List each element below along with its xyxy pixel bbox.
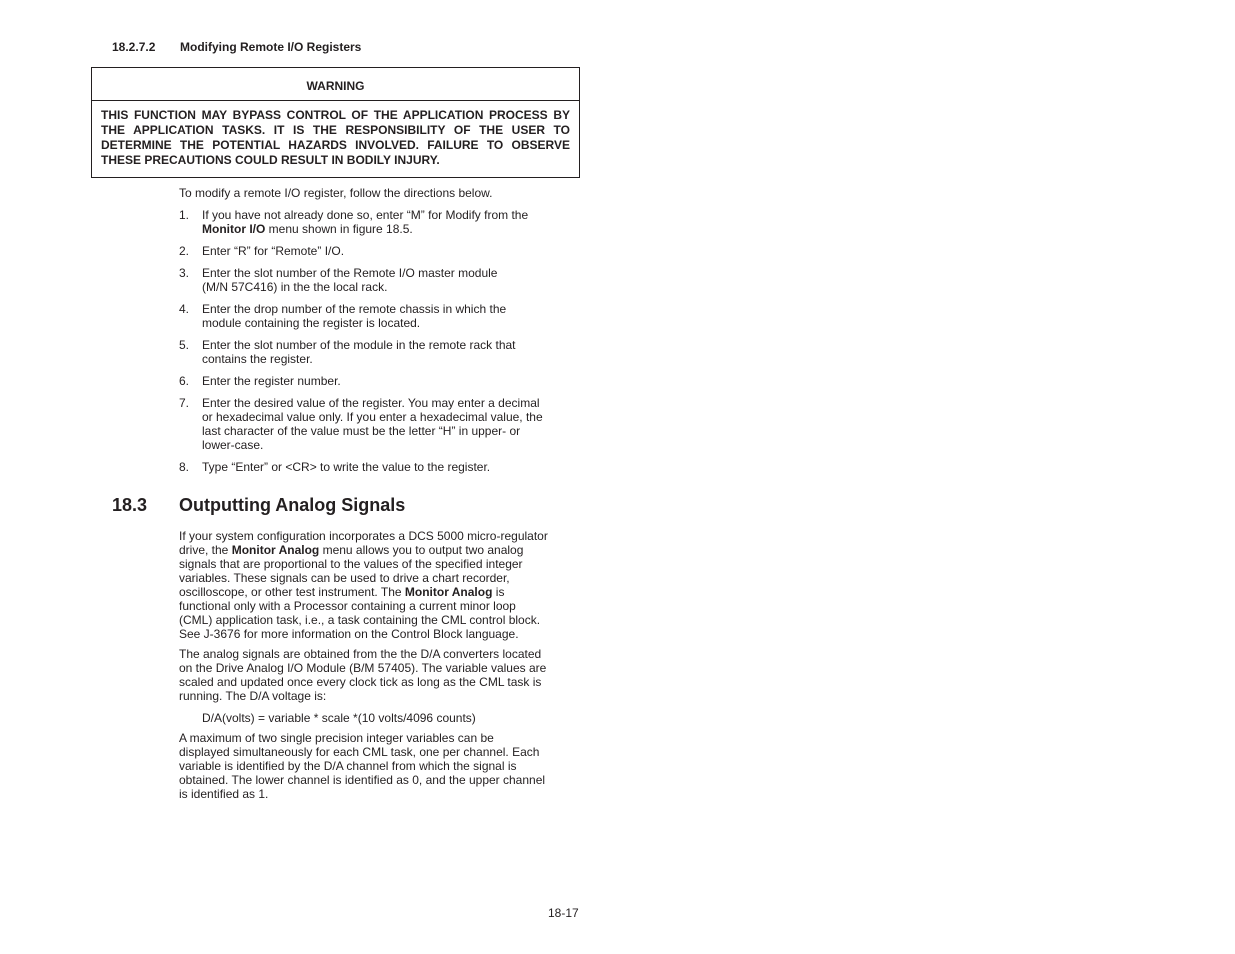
step-text: (M/N 57C416) in the the local rack. (202, 280, 388, 294)
list-item (179, 244, 579, 258)
paragraph-line: is identified as 1. (179, 787, 269, 801)
paragraph-line: oscilloscope, or other test instrument. The (179, 585, 405, 599)
step-text: menu shown in figure 18.5. (265, 222, 413, 236)
list-item (179, 266, 579, 294)
section-number: 18.3 (112, 495, 148, 515)
warning-line: THIS FUNCTION MAY BYPASS CONTROL OF THE APPLICATION PROCESS BY (101, 108, 570, 122)
step-number: 3. (179, 266, 190, 280)
paragraph-line: variable is identified by the D/A channel from which the signal is (179, 759, 517, 773)
menu-name: Monitor Analog (231, 543, 320, 557)
paragraph-line: obtained. The lower channel is identified as 0, and the upper channel (179, 773, 546, 787)
paragraph-line: If your system configuration incorporates a DCS 5000 micro-regulator (179, 529, 548, 543)
list-item (179, 396, 579, 452)
paragraph (179, 529, 579, 641)
step-number: 8. (179, 460, 190, 474)
step-text: If you have not already done so, enter “M” for Modify from the (202, 208, 529, 222)
paragraph-line: variables. These signals can be used to drive a chart recorder, (179, 571, 510, 585)
paragraph-line: (CML) application task, i.e., a task containing the CML control block. (179, 613, 541, 627)
paragraph-line: displayed simultaneously for each CML task, one per channel. Each (179, 745, 540, 759)
warning-divider (92, 100, 579, 101)
warning-line: DETERMINE THE POTENTIAL HAZARDS INVOLVED. FAILURE TO OBSERVE (101, 138, 570, 152)
section-heading (112, 495, 405, 516)
paragraph (179, 731, 579, 801)
section-title: Outputting Analog Signals (179, 495, 406, 515)
step-text: or hexadecimal value only. If you enter a hexadecimal value, the (202, 410, 543, 424)
warning-box (91, 67, 580, 178)
intro-text: To modify a remote I/O register, follow the directions below. (179, 186, 493, 200)
step-text: Enter the register number. (202, 374, 341, 388)
subsection-title: Modifying Remote I/O Registers (180, 40, 362, 54)
page-number: 18-17 (548, 906, 579, 920)
step-number: 5. (179, 338, 190, 352)
paragraph-line: The analog signals are obtained from the the D/A converters located (179, 647, 542, 661)
paragraph-line: running. The D/A voltage is: (179, 689, 327, 703)
paragraph-line: menu allows you to output two analog (319, 543, 524, 557)
subsection-number: 18.2.7.2 (112, 40, 156, 54)
list-item (179, 338, 579, 366)
paragraph-line: functional only with a Processor containing a current minor loop (179, 599, 516, 613)
paragraph-line: See J-3676 for more information on the Control Block language. (179, 627, 519, 641)
menu-name: Monitor Analog (404, 585, 493, 599)
paragraph-line: on the Drive Analog I/O Module (B/M 57405). The variable values are (179, 661, 547, 675)
step-text: Enter “R” for “Remote” I/O. (202, 244, 345, 258)
paragraph-line: drive, the (179, 543, 232, 557)
list-item (179, 374, 579, 388)
subsection-heading (112, 40, 361, 54)
formula: D/A(volts) = variable * scale *(10 volts/4096 counts) (202, 711, 476, 725)
step-number: 2. (179, 244, 190, 258)
warning-text (101, 108, 570, 168)
step-text: last character of the value must be the letter “H” in upper- or (202, 424, 521, 438)
warning-line: THESE PRECAUTIONS COULD RESULT IN BODILY INJURY. (101, 153, 440, 167)
step-text: Enter the desired value of the register. You may enter a decimal (202, 396, 540, 410)
step-number: 4. (179, 302, 190, 316)
step-text: Enter the slot number of the Remote I/O master module (202, 266, 498, 280)
step-number: 6. (179, 374, 190, 388)
step-text: Enter the drop number of the remote chassis in which the (202, 302, 507, 316)
step-number: 1. (179, 208, 190, 222)
list-item (179, 302, 579, 330)
step-number: 7. (179, 396, 190, 410)
paragraph-line: signals that are proportional to the values of the specified integer (179, 557, 523, 571)
paragraph (179, 647, 579, 703)
list-item (179, 460, 579, 474)
step-text: module containing the register is located. (202, 316, 421, 330)
warning-line: THE APPLICATION TASKS. IT IS THE RESPONSIBILITY OF THE USER TO (101, 123, 570, 137)
step-text: lower-case. (202, 438, 264, 452)
paragraph-line: is (492, 585, 505, 599)
steps-list (179, 208, 579, 482)
paragraph-line: A maximum of two single precision integer variables can be (179, 731, 494, 745)
warning-title: WARNING (306, 79, 365, 93)
paragraph-line: scaled and updated once every clock tick as long as the CML task is (179, 675, 542, 689)
step-text: Type “Enter” or <CR> to write the value to the register. (202, 460, 491, 474)
step-text: Enter the slot number of the module in the remote rack that (202, 338, 516, 352)
step-text: contains the register. (202, 352, 313, 366)
list-item (179, 208, 579, 236)
menu-name: Monitor I/O (202, 222, 266, 236)
